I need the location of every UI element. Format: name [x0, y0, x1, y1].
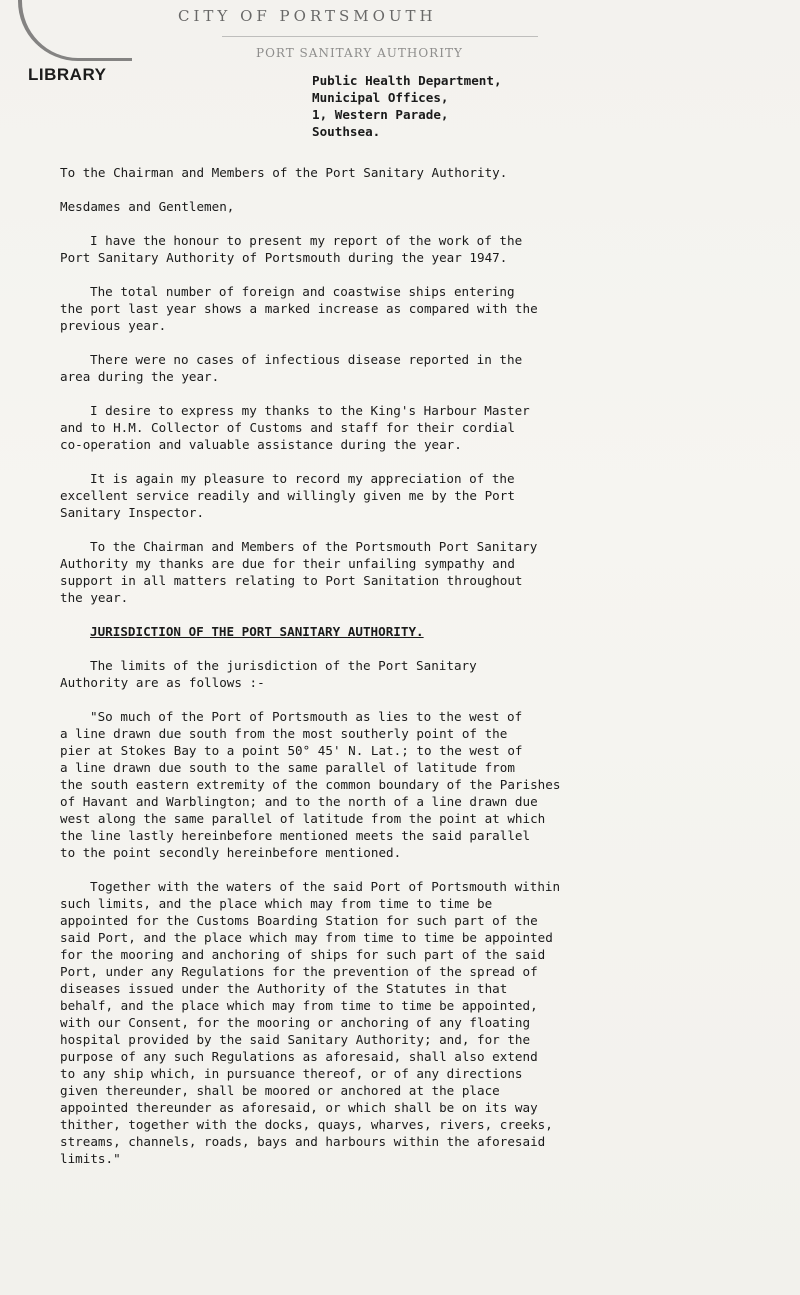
section-heading: JURISDICTION OF THE PORT SANITARY AUTHORITY. — [90, 624, 424, 639]
text-line: Authority my thanks are due for their unfailing sympathy and — [60, 556, 515, 571]
report-paragraphs — [60, 232, 760, 606]
text-line: It is again my pleasure to record my appreciation of the — [90, 471, 515, 486]
text-line: I have the honour to present my report of the work of the — [90, 233, 523, 248]
text-line: There were no cases of infectious disease reported in the — [90, 352, 523, 367]
text-line: west along the same parallel of latitude from the point at which — [60, 811, 546, 826]
text-line: "So much of the Port of Portsmouth as lies to the west of — [90, 709, 523, 724]
address-line: Municipal Offices, — [312, 90, 449, 105]
paragraph — [60, 232, 760, 266]
text-line: such limits, and the place which may from time to time be — [60, 896, 493, 911]
text-line: Port Sanitary Authority of Portsmouth during the year 1947. — [60, 250, 508, 265]
text-line: said Port, and the place which may from time to time be appointed — [60, 930, 553, 945]
text-line: The limits of the jurisdiction of the Port Sanitary — [90, 658, 477, 673]
text-line: the port last year shows a marked increase as compared with the — [60, 301, 538, 316]
report-body — [60, 164, 760, 1184]
text-line: Sanitary Inspector. — [60, 505, 205, 520]
text-line: to the point secondly hereinbefore mentioned. — [60, 845, 402, 860]
text-line: Authority are as follows :- — [60, 675, 265, 690]
paragraph — [60, 470, 760, 521]
address-line: Southsea. — [312, 124, 381, 139]
text-line: the line lastly hereinbefore mentioned meets the said parallel — [60, 828, 531, 843]
text-line: given thereunder, shall be moored or anchored at the place — [60, 1083, 500, 1098]
jurisdiction-intro — [60, 657, 760, 691]
address-line: Public Health Department, — [312, 73, 502, 88]
text-line: with our Consent, for the mooring or anchoring of any floating — [60, 1015, 531, 1030]
paragraph — [60, 878, 760, 1167]
text-line: area during the year. — [60, 369, 220, 384]
paragraph — [60, 283, 760, 334]
text-line: appointed thereunder as aforesaid, or which shall be on its way — [60, 1100, 538, 1115]
text-line: for the mooring and anchoring of ships for such part of the said — [60, 947, 546, 962]
text-line: of Havant and Warblington; and to the north of a line drawn due — [60, 794, 538, 809]
stamp-mark — [18, 0, 132, 61]
text-line: hospital provided by the said Sanitary Authority; and, for the — [60, 1032, 531, 1047]
text-line: thither, together with the docks, quays, wharves, rivers, creeks, — [60, 1117, 553, 1132]
text-line: Port, under any Regulations for the prevention of the spread of — [60, 964, 538, 979]
library-label: LIBRARY — [28, 65, 107, 84]
text-line: To the Chairman and Members of the Portsmouth Port Sanitary — [90, 539, 538, 554]
header-rule — [222, 36, 538, 37]
text-line: purpose of any such Regulations as aforesaid, shall also extend — [60, 1049, 538, 1064]
text-line: a line drawn due south to the same parallel of latitude from — [60, 760, 515, 775]
text-line: and to H.M. Collector of Customs and staff for their cordial — [60, 420, 515, 435]
text-line: co-operation and valuable assistance during the year. — [60, 437, 462, 452]
text-line: appointed for the Customs Boarding Station for such part of the — [60, 913, 538, 928]
address-line: 1, Western Parade, — [312, 107, 449, 122]
jurisdiction-quote — [60, 708, 760, 1167]
salutation: Mesdames and Gentlemen, — [60, 199, 235, 214]
text-line: limits." — [60, 1151, 121, 1166]
text-line: support in all matters relating to Port Sanitation throughout — [60, 573, 523, 588]
paragraph — [60, 708, 760, 861]
text-line: the year. — [60, 590, 129, 605]
text-line: Together with the waters of the said Port of Portsmouth within — [90, 879, 561, 894]
paragraph — [60, 538, 760, 606]
text-line: I desire to express my thanks to the King's Harbour Master — [90, 403, 530, 418]
city-header: CITY OF PORTSMOUTH — [178, 7, 437, 25]
text-line: to any ship which, in pursuance thereof, or of any directions — [60, 1066, 523, 1081]
sender-address — [312, 72, 502, 140]
text-line: the south eastern extremity of the common boundary of the Parishes — [60, 777, 561, 792]
authority-header: PORT SANITARY AUTHORITY — [256, 46, 463, 60]
salutation-to: To the Chairman and Members of the Port Sanitary Authority. — [60, 165, 508, 180]
text-line: previous year. — [60, 318, 167, 333]
text-line: The total number of foreign and coastwise ships entering — [90, 284, 515, 299]
text-line: pier at Stokes Bay to a point 50° 45' N. Lat.; to the west of — [60, 743, 523, 758]
text-line: streams, channels, roads, bays and harbours within the aforesaid — [60, 1134, 546, 1149]
text-line: a line drawn due south from the most southerly point of the — [60, 726, 508, 741]
text-line: behalf, and the place which may from time to time be appointed, — [60, 998, 538, 1013]
text-line: diseases issued under the Authority of the Statutes in that — [60, 981, 508, 996]
paragraph — [60, 402, 760, 453]
paragraph — [60, 351, 760, 385]
text-line: excellent service readily and willingly given me by the Port — [60, 488, 515, 503]
